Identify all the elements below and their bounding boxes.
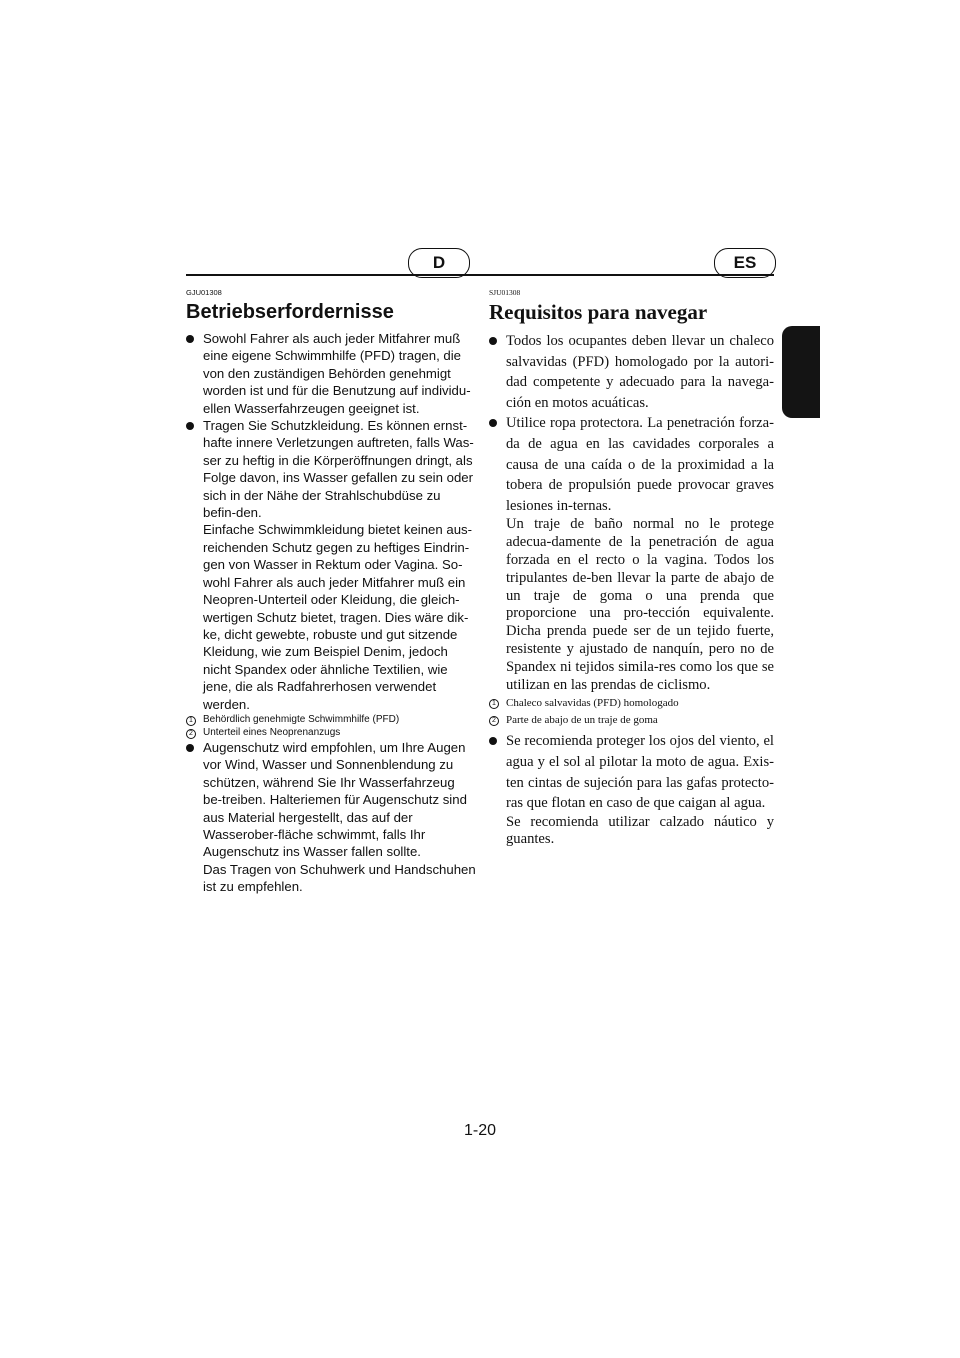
callout-text: Parte de abajo de un traje de goma — [506, 714, 658, 727]
bullet-item — [489, 413, 774, 516]
callout-text: Behördlich genehmigte Schwimmhilfe (PFD) — [203, 713, 400, 725]
bullet-text: Tragen Sie Schutzkleidung. Es können ernst-hafte innere Verletzungen auftreten, falls Was-ser zu heftig in die Körperöffnungen dringt, als Folge davon, ins Wasser gefallen zu sein oder sich in der Nähe der Strahlschubdüse zu befin-den. — [203, 418, 474, 521]
callout-text: Chaleco salvavidas (PFD) homologado — [506, 697, 679, 710]
callout-text: Unterteil eines Neoprenanzugs — [203, 726, 341, 738]
callout-note — [489, 697, 774, 710]
paragraph-block — [489, 516, 774, 694]
callout-note — [186, 727, 476, 739]
section-code: SJU01308 — [489, 288, 521, 297]
section-code: GJU01308 — [186, 288, 222, 297]
spanish-column — [489, 288, 774, 849]
section-title: Betriebserfordernisse — [186, 301, 394, 323]
header-rule — [186, 274, 774, 276]
german-column — [186, 288, 476, 896]
bullet-item — [186, 330, 476, 417]
language-badge-spanish: ES — [714, 248, 776, 278]
bullet-text: Augenschutz wird empfohlen, um Ihre Augen vor Wind, Wasser und Sonnenblendung zu schützen, während Sie Ihr Wasserfahrzeug be-treiben. Halteriemen für Augenschutz sind aus Material hergestellt, das auf der Wasserober-fläche schwimmt, falls Ihr Augenschutz ins Wasser fallen sollte. — [203, 739, 467, 860]
bullet-text: Sowohl Fahrer als auch jeder Mitfahrer muß eine eigene Schwimmhilfe (PFD) tragen, die von den zuständigen Behörden genehmigt worden ist und für die Benutzung auf individu-ellen Wasserfahrzeugen geeignet ist. — [203, 331, 471, 416]
bullet-dot — [186, 422, 194, 430]
section-title: Requisitos para navegar — [489, 300, 708, 324]
language-badge-german: D — [408, 248, 470, 278]
callout-number: 2 — [186, 729, 196, 739]
bullet-text: Todos los ocupantes deben llevar un chaleco salvavidas (PFD) homologado por la autori-dad competente y adecuado para la navega-ción en motos acuáticas. — [506, 333, 774, 411]
bullet-text: Utilice ropa protectora. La penetración forza-da de agua en las cavidades corporales a causa de una caída o de la proximidad a la tobera de propulsión puede provocar graves lesiones in-ternas. — [506, 415, 774, 514]
chapter-tab — [782, 326, 820, 418]
bullet-dot — [186, 744, 194, 752]
callout-note — [489, 714, 774, 727]
bullet-item — [186, 739, 476, 896]
callout-number: 1 — [489, 699, 499, 709]
bullet-text: Se recomienda proteger los ojos del viento, el agua y el sol al pilotar la moto de agua. Exis-ten cintas de sujeción para las gafas protecto-ras que flotan en caso de que caigan al agua. — [506, 733, 774, 812]
callout-number: 1 — [186, 716, 196, 726]
bullet-dot — [489, 419, 497, 427]
bullet-dot — [186, 335, 194, 343]
bullet-item — [489, 731, 774, 813]
paragraph: Un traje de baño normal no le protege adecua-damente de la penetración de agua forzada en el recto o la vagina. Todos los tripulantes de-ben llevar la parte de abajo de un traje de goma o una prenda que proporcione una pro-tección equivalente. Dicha prenda puede ser de un tejido fuerte, resistente y ajustado de nanquín, pero no de Spandex ni tejidos simila-res como los que se utilizan en las prendas de ciclismo. — [506, 516, 774, 693]
bullet-dot — [489, 337, 497, 345]
callout-number: 2 — [489, 716, 499, 726]
paragraph-block — [489, 814, 774, 850]
paragraph: Se recomienda utilizar calzado náutico y guantes. — [506, 813, 774, 848]
paragraph: Das Tragen von Schuhwerk und Handschuhen ist zu empfehlen. — [203, 861, 476, 895]
bullet-dot — [489, 737, 497, 745]
bullet-item — [186, 417, 476, 713]
paragraph: Einfache Schwimmkleidung bietet keinen aus-reichenden Schutz gegen zu heftiges Eindrin-gen von Wasser in Rektum oder Vagina. So-wohl Fahrer als auch jeder Mitfahrer muß ein Neopren-Unterteil oder Kleidung, die gleich-wertigen Schutz bietet, tragen. Dies wäre dik-ke, dicht gewebte, robuste und gut sitzende Kleidung, wie zum Beispiel Denim, jedoch nicht Spandex oder ähnliche Textilien, wie jene, die als Radfahrerhosen verwendet werden. — [203, 522, 473, 712]
callout-note — [186, 714, 476, 726]
page-number: 1-20 — [463, 1122, 497, 1139]
bullet-item — [489, 331, 774, 413]
